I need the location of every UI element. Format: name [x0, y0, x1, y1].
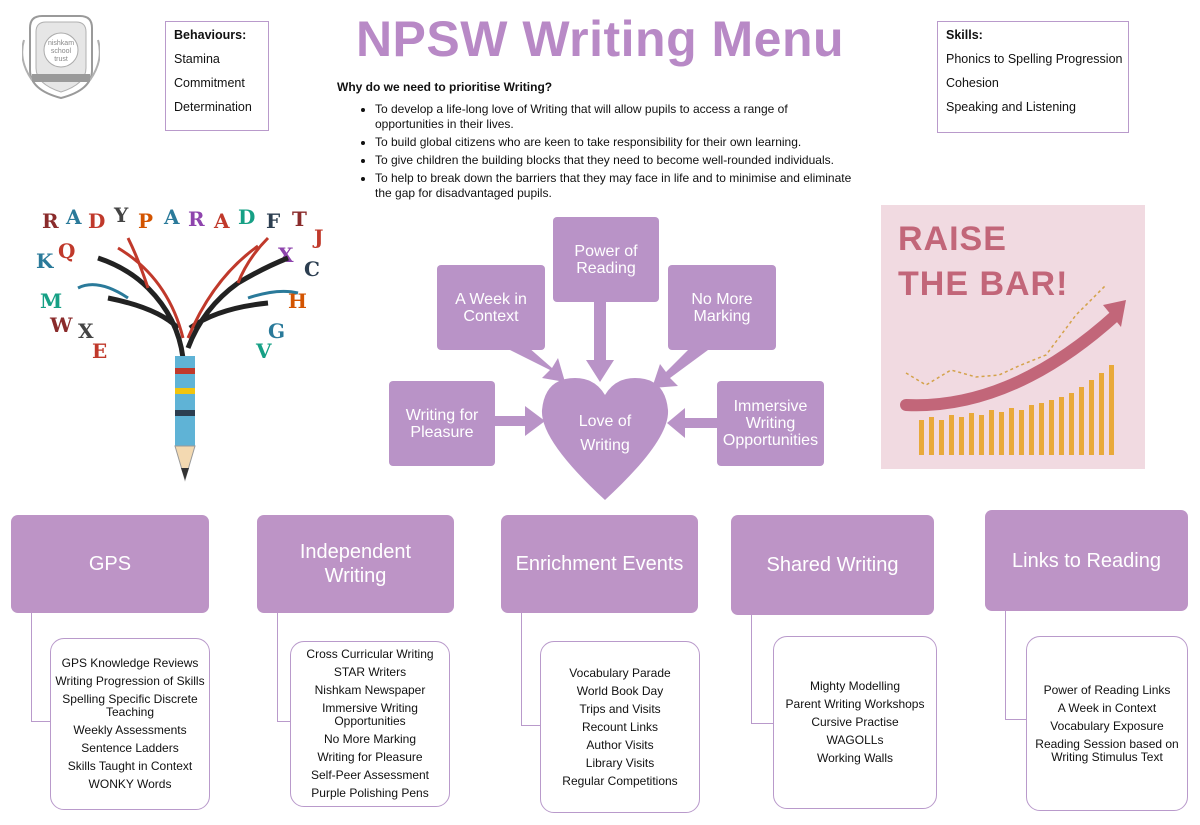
behaviour-item: Determination — [174, 100, 252, 114]
raise-text-line1: RAISE — [898, 220, 1007, 258]
svg-text:X: X — [78, 319, 94, 343]
svg-text:P: P — [138, 209, 154, 233]
svg-text:Q: Q — [58, 239, 76, 263]
category-gps: GPS — [11, 515, 209, 613]
svg-text:Y: Y — [114, 203, 129, 227]
why-list — [337, 102, 857, 201]
svg-text:X: X — [278, 243, 294, 267]
why-point: • To develop a life-long love of Writing that will allow pupils to access a range of opportunities in their lives. — [375, 102, 857, 132]
connector-links-to-reading — [1005, 611, 1027, 720]
connector-enrichment-events — [521, 613, 542, 726]
list-item: WAGOLLs — [826, 733, 884, 747]
behaviour-item: Commitment — [174, 76, 245, 90]
list-item: Writing for Pleasure — [317, 750, 423, 764]
tree-pencil-illustration — [28, 198, 338, 483]
category-gps-list — [50, 638, 210, 810]
arrow-top — [594, 300, 606, 360]
list-item: No More Marking — [323, 732, 417, 746]
list-item: Skills Taught in Context — [67, 759, 193, 773]
list-item: GPS Knowledge Reviews — [61, 656, 199, 670]
connector-gps — [31, 613, 52, 722]
skill-item: Phonics to Spelling Progression — [946, 52, 1123, 66]
list-item: WONKY Words — [88, 777, 172, 791]
list-item: Author Visits — [586, 737, 654, 752]
love-center-label: Love of Writing — [578, 413, 632, 454]
spoke-week-in-context: A Week in Context — [437, 265, 545, 350]
skills-box — [937, 21, 1129, 133]
category-enrichment-events-list — [540, 641, 700, 813]
svg-text:D: D — [238, 205, 256, 229]
tree-pencil-icon — [28, 198, 338, 483]
svg-text:W: W — [50, 313, 73, 337]
list-item: STAR Writers — [333, 665, 407, 679]
svg-text:D: D — [88, 209, 106, 233]
list-item: Regular Competitions — [562, 773, 678, 788]
list-item: Weekly Assessments — [73, 723, 187, 737]
svg-text:M: M — [40, 289, 63, 313]
svg-text:E: E — [92, 339, 108, 363]
spoke-writing-for-pleasure: Writing for Pleasure — [389, 381, 495, 466]
list-item: Reading Session based on Writing Stimulus Text — [1035, 736, 1179, 764]
list-item: Parent Writing Workshops — [785, 697, 925, 711]
skill-item: Speaking and Listening — [946, 100, 1076, 114]
spoke-immersive-writing: Immersive Writing Opportunities — [717, 381, 824, 466]
list-item: Purple Polishing Pens — [311, 786, 429, 800]
list-item: Recount Links — [581, 719, 659, 734]
svg-text:R: R — [42, 209, 59, 233]
svg-text:V: V — [256, 339, 272, 363]
svg-text:J: J — [314, 225, 324, 249]
connector-shared-writing — [751, 615, 774, 724]
svg-text:A: A — [214, 209, 230, 233]
category-independent-writing-list — [290, 641, 450, 807]
list-item: Writing Progression of Skills — [55, 674, 205, 688]
list-item: Working Walls — [816, 751, 893, 765]
list-item: Vocabulary Exposure — [1050, 718, 1164, 733]
behaviours-box — [165, 21, 269, 131]
behaviour-item: Stamina — [174, 52, 220, 66]
svg-text:A: A — [66, 205, 82, 229]
category-shared-writing-list — [773, 636, 937, 809]
svg-text:F: F — [266, 209, 281, 233]
why-point: • To help to break down the barriers that they may face in life and to minimise and eliminate the gap for disadvantaged pupils. — [375, 171, 857, 201]
category-links-to-reading: Links to Reading — [985, 510, 1188, 611]
arrow-left — [495, 416, 525, 426]
list-item: Cursive Practise — [811, 715, 899, 729]
behaviours-heading: Behaviours: — [174, 28, 247, 42]
svg-text:G: G — [268, 319, 286, 343]
list-item: Spelling Specific Discrete Teaching — [62, 692, 198, 719]
list-item: World Book Day — [576, 683, 664, 698]
rising-bars-icon — [881, 205, 1145, 469]
skill-item: Cohesion — [946, 76, 999, 90]
list-item: Library Visits — [585, 755, 655, 770]
logo — [22, 10, 100, 102]
svg-text:T: T — [292, 207, 307, 231]
raise-the-bar-image — [881, 205, 1145, 469]
svg-text:C: C — [304, 257, 320, 281]
why-section — [337, 80, 857, 204]
list-item: Vocabulary Parade — [569, 665, 671, 680]
category-shared-writing: Shared Writing — [731, 515, 934, 615]
raise-text-line2: THE BAR! — [898, 265, 1069, 303]
why-point: • To build global citizens who are keen to take responsibility for their own learning. — [375, 135, 857, 150]
svg-text:K: K — [36, 249, 54, 273]
list-item: Mighty Modelling — [809, 679, 901, 693]
list-item: Sentence Ladders — [81, 741, 179, 755]
list-item: Power of Reading Links — [1043, 682, 1171, 697]
why-question: Why do we need to prioritise Writing? — [337, 80, 553, 94]
logo-text: nishkam school trust — [47, 40, 75, 63]
svg-text:H: H — [288, 289, 307, 313]
skills-heading: Skills: — [946, 28, 983, 42]
category-enrichment-events: Enrichment Events — [501, 515, 698, 613]
list-item: Self-Peer Assessment — [310, 768, 430, 782]
category-links-to-reading-list — [1026, 636, 1188, 811]
why-point: • To give children the building blocks that they need to become well-rounded individuals. — [375, 153, 857, 168]
list-item: Immersive Writing Opportunities — [322, 701, 418, 728]
list-item: A Week in Context — [1057, 700, 1157, 715]
svg-text:A: A — [164, 205, 180, 229]
category-independent-writing: Independent Writing — [257, 515, 454, 613]
list-item: Trips and Visits — [579, 701, 661, 716]
spoke-power-of-reading: Power of Reading — [553, 217, 659, 302]
page-title: NPSW Writing Menu — [355, 11, 845, 67]
spoke-no-more-marking: No More Marking — [668, 265, 776, 350]
list-item: Nishkam Newspaper — [314, 683, 426, 697]
list-item: Cross Curricular Writing — [306, 647, 434, 661]
arrow-right — [685, 418, 717, 428]
svg-text:R: R — [188, 207, 205, 231]
